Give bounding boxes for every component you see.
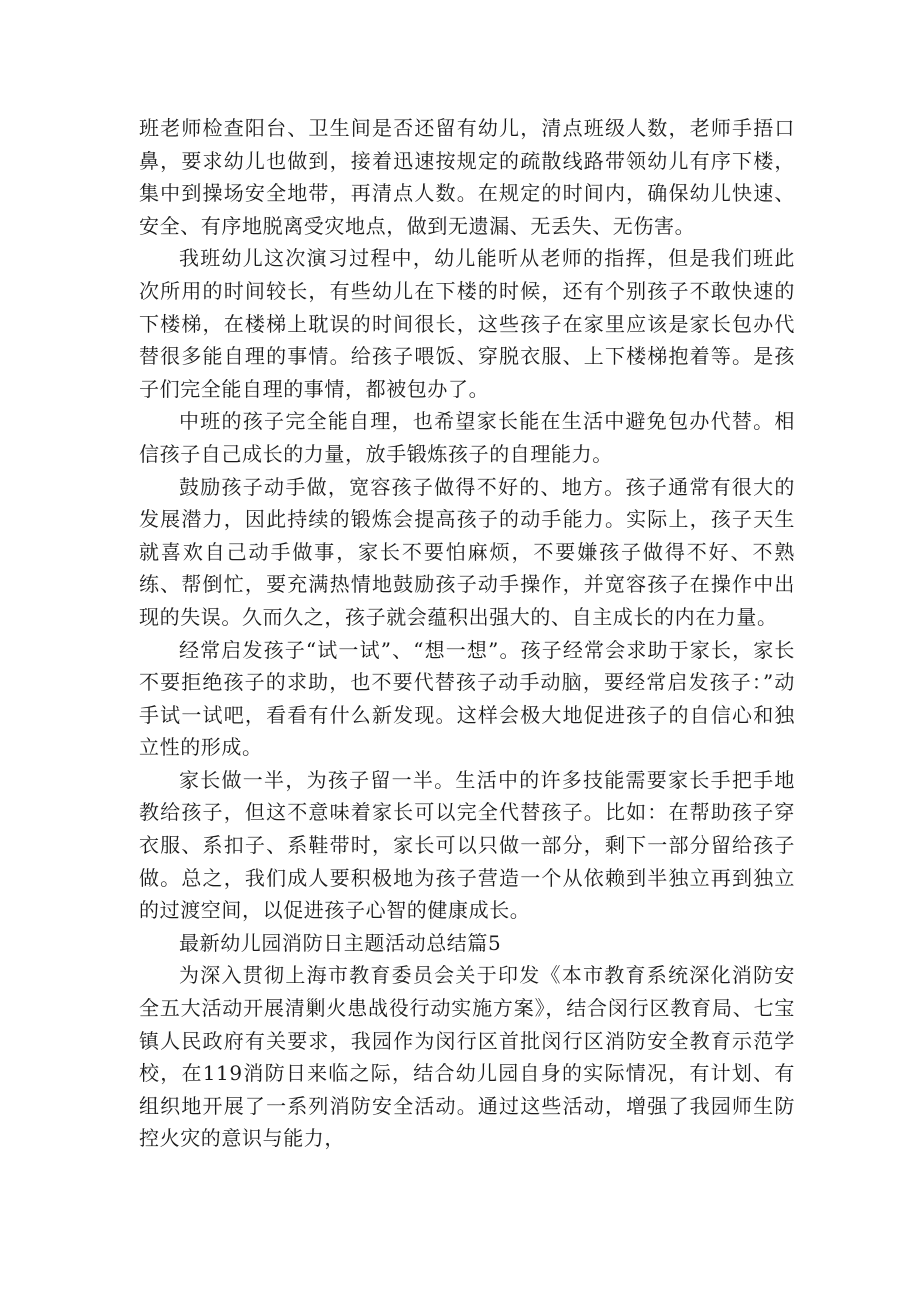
- paragraph-try-and-think: 经常启发孩子“试一试”、“想一想”。孩子经常会求助于家长，家长不要拒绝孩子的求助，也不要代替孩子动手动脑，要经常启发孩子：”动手试一试吧，看看有什么新发现。这样会极大地促进孩子的自信心和独立性的形成。: [139, 637, 795, 760]
- paragraph-do-half: 家长做一半，为孩子留一半。生活中的许多技能需要家长手把手地教给孩子，但这不意味着家长可以完全代替孩子。比如：在帮助孩子穿衣服、系扣子、系鞋带时，家长可以只做一部分，剩下一部分留给孩子做。总之，我们成人要积极地为孩子营造一个从依赖到半独立再到独立的过渡空间，以促进孩子心智的健康成长。: [139, 767, 795, 923]
- document-body: [139, 112, 795, 1155]
- paragraph-section-intro: 为深入贯彻上海市教育委员会关于印发《本市教育系统深化消防安全五大活动开展清剿火患战役行动实施方案》，结合闵行区教育局、七宝镇人民政府有关要求，我园作为闵行区首批闵行区消防安全教育示范学校，在119消防日来临之际，结合幼儿园自身的实际情况，有计划、有组织地开展了一系列消防安全活动。通过这些活动，增强了我园师生防控火灾的意识与能力，: [139, 963, 795, 1151]
- paragraph-evacuation-continued: 班老师检查阳台、卫生间是否还留有幼儿，清点班级人数，老师手捂口鼻，要求幼儿也做到，接着迅速按规定的疏散线路带领幼儿有序下楼，集中到操场安全地带，再清点人数。在规定的时间内，确保幼儿快速、安全、有序地脱离受灾地点，做到无遗漏、无丢失、无伤害。: [139, 116, 795, 238]
- paragraph-encourage-hands-on: 鼓励孩子动手做，宽容孩子做得不好的、地方。孩子通常有很大的发展潜力，因此持续的锻炼会提高孩子的动手能力。实际上，孩子天生就喜欢自己动手做事，家长不要怕麻烦，不要嫌孩子做得不好、不熟练、帮倒忙，要充满热情地鼓励孩子动手操作，并宽容孩子在操作中出现的失误。久而久之，孩子就会蕴积出强大的、自主成长的内在力量。: [139, 474, 795, 629]
- section-heading: 最新幼儿园消防日主题活动总结篇5: [179, 930, 502, 955]
- paragraph-self-care: 中班的孩子完全能自理，也希望家长能在生活中避免包办代替。相信孩子自己成长的力量，放手锻炼孩子的自理能力。: [139, 409, 795, 466]
- paragraph-class-drill-review: 我班幼儿这次演习过程中，幼儿能听从老师的指挥，但是我们班此次所用的时间较长，有些幼儿在下楼的时候，还有个别孩子不敢快速的下楼梯，在楼梯上耽误的时间很长，这些孩子在家里应该是家长包办代替很多能自理的事情。给孩子喂饭、穿脱衣服、上下楼梯抱着等。是孩子们完全能自理的事情，都被包办了。: [139, 246, 795, 401]
